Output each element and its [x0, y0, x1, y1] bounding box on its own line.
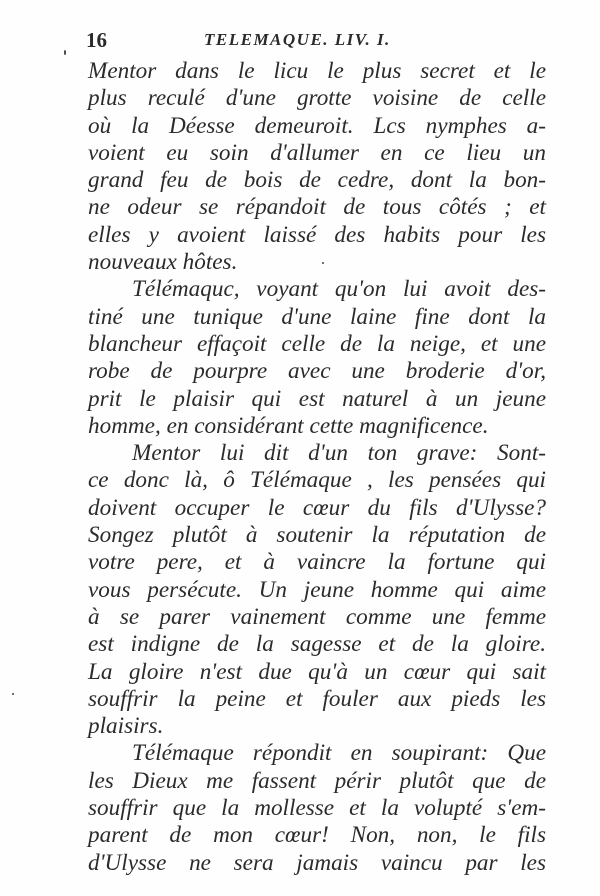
page-header [86, 28, 546, 54]
text-line: où la Déesse demeuroit. Lcs nymphes a- [88, 112, 546, 139]
text-line: elles y avoient laissé des habits pour les [88, 221, 546, 248]
text-line: robe de pourpre avec une broderie d'or, [88, 358, 546, 385]
text-line: Télémaquc, voyant qu'on lui avoit des- [132, 276, 546, 303]
text-line: ce donc là, ô Télémaque , les pensées qui [88, 467, 546, 494]
text-line: souffrir la peine et fouler aux pieds les [88, 685, 546, 712]
body-text [88, 58, 546, 877]
text-line: nouveaux hôtes. [88, 249, 238, 276]
text-line: tiné une tunique d'une laine fine dont la [88, 303, 546, 330]
text-line: à se parer vainement comme une femme [88, 603, 546, 630]
ink-speck [64, 50, 66, 55]
page-number: 16 [86, 28, 107, 52]
text-line: Songez plutôt à soutenir la réputation de [88, 522, 546, 549]
text-line: doivent occuper le cœur du fils d'Ulysse? [88, 494, 546, 521]
text-line: Mentor dans le licu le plus secret et le [88, 58, 546, 84]
text-line: plaisirs. [88, 713, 164, 740]
text-line: voient eu soin d'allumer en ce lieu un [88, 139, 546, 166]
text-line: plus reculé d'une grotte voisine de celle [88, 85, 546, 112]
text-line: prit le plaisir qui est naturel à un jeune [88, 385, 546, 412]
text-line: vous persécute. Un jeune homme qui aime [88, 576, 546, 603]
text-line: blancheur effaçoit celle de la neige, et une [88, 330, 546, 357]
text-line: votre pere, et à vaincre la fortune qui [88, 549, 546, 576]
text-line: souffrir que la mollesse et la volupté s'em- [88, 795, 546, 822]
ink-speck [12, 693, 14, 695]
text-line: les Dieux me fassent périr plutôt que de [88, 767, 546, 794]
ink-speck [322, 262, 324, 264]
text-line: est indigne de la sagesse et de la gloire. [88, 631, 546, 658]
text-line: homme, en considérant cette magnificence. [88, 412, 489, 439]
text-line: d'Ulysse ne sera jamais vaincu par les [88, 849, 546, 876]
text-line: ne odeur se répandoit de tous côtés ; et [88, 194, 546, 221]
running-title: TELEMAQUE. LIV. I. [204, 30, 391, 49]
text-line: La gloire n'est due qu'à un cœur qui sait [88, 658, 546, 685]
text-line: Télémaque répondit en soupirant: Que [132, 740, 546, 767]
text-line: grand feu de bois de cedre, dont la bon- [88, 167, 546, 194]
text-line: Mentor lui dit d'un ton grave: Sont- [132, 440, 546, 467]
text-line: parent de mon cœur! Non, non, le fils [88, 822, 546, 849]
